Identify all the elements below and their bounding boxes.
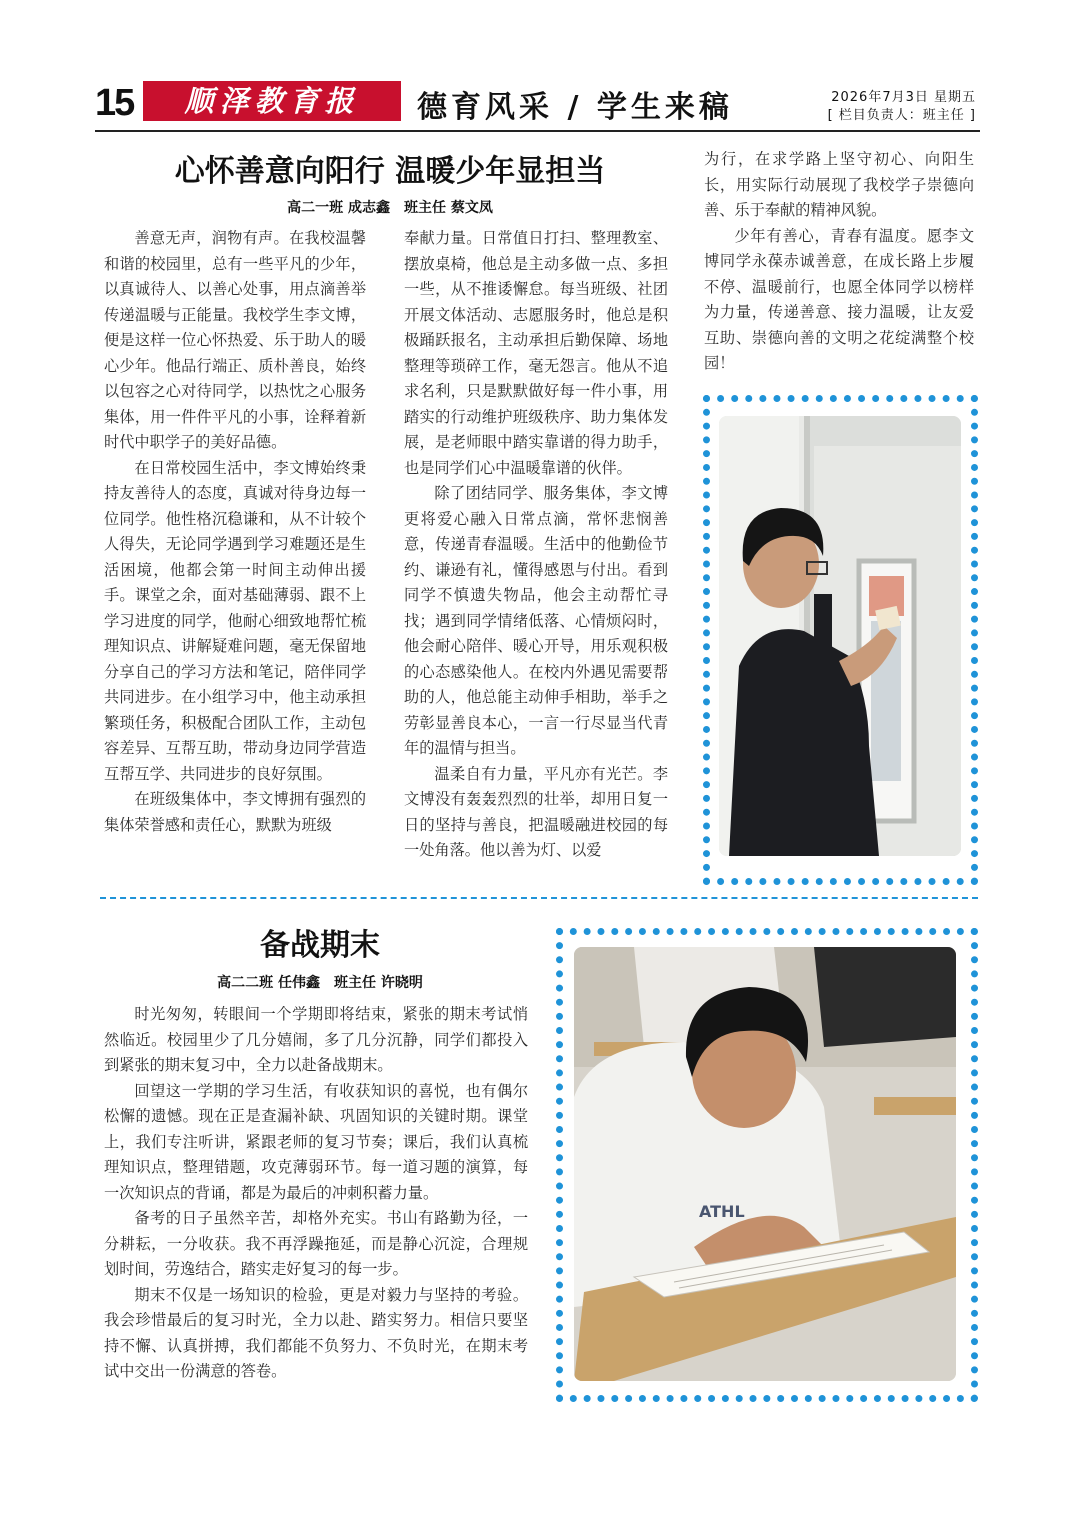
header-rule — [95, 130, 980, 132]
article1-paragraph: 温柔自有力量，平凡亦有光芒。李文博没有轰轰烈烈的壮举，却用日复一日的坚持与善良，把温暖融进校园的每一处角落。他以善为灯、以爱 — [404, 764, 668, 859]
article1-paragraph: 少年有善心，青春有温度。愿李文博同学永葆赤诚善意，在成长路上步履不停、温暖前行，也愿全体同学以榜样为力量，传递善意、接力温暖，让友爱互助、崇德向善的文明之花绽满整个校园！ — [704, 226, 974, 372]
studying-photo-illustration — [574, 947, 956, 1381]
article2-paragraph: 期末不仅是一场知识的检验，更是对毅力与坚持的考验。我会珍惜最后的复习时光，全力以赴、踏实努力。相信只要坚持不懈、认真拼搏，我们都能不负努力、不负时光，在期末考试中交出一份满意的答卷。 — [104, 1285, 528, 1380]
article2-author: 高二二班 任伟鑫 — [217, 975, 320, 991]
article1-paragraph-continued: 奉献力量。日常值日打扫、整理教室、摆放桌椅，他总是主动多做一点、多担一些，从不推诿懈怠。每当班级、社团开展文体活动、志愿服务时，他总是积极踊跃报名，主动承担后勤保障、场地整理等琐碎工作，毫无怨言。他从不追求名利，只是默默做好每一件小事，用踏实的行动维护班级秩序、助力集体发展，是老师眼中踏实靠谱的得力助手，也是同学们心中温暖靠谱的伙伴。 — [404, 229, 668, 477]
article1-title: 心怀善意向阳行 温暖少年显担当 — [174, 154, 606, 189]
article1-paragraph-continued: 为行，在求学路上坚守初心、向阳生长，用实际行动展现了我校学子崇德向善、乐于奉献的精神风貌。 — [704, 150, 974, 219]
article1-author: 高二一班 成志鑫 — [287, 200, 390, 216]
article1-paragraph: 善意无声，润物有声。在我校温馨和谐的校园里，总有一些平凡的少年，以真诚待人、以善心处事，用点滴善举传递温暖与正能量。我校学生李文博，便是这样一位心怀热爱、乐于助人的暖心少年。他品行端正、质朴善良，始终以包容之心对待同学，以热忱之心服务集体，用一件件平凡的小事，诠释着新时代中职学子的美好品德。 — [104, 229, 366, 451]
page-number: 15 — [95, 82, 134, 124]
article2-body — [104, 1002, 528, 1412]
photo-student-studying — [574, 947, 956, 1381]
newspaper-logo: 顺泽教育报 — [143, 81, 401, 121]
article2-teacher: 班主任 许晓明 — [334, 975, 423, 991]
article1-column-1 — [104, 226, 366, 886]
issue-date: 2026年7月3日 星期五 — [831, 90, 976, 105]
cleaning-photo-illustration — [719, 416, 961, 856]
photo-student-cleaning-door — [719, 416, 961, 856]
section-divider — [100, 897, 978, 899]
article2-byline — [100, 972, 540, 992]
article2-title: 备战期末 — [260, 928, 380, 963]
masthead — [95, 80, 980, 132]
article1-column-3 — [704, 147, 974, 377]
article2-paragraph: 备考的日子虽然辛苦，却格外充实。书山有路勤为径，一分耕耘，一分收获。我不再浮躁拖延，而是静心沉淀，合理规划时间，劳逸结合，踏实走好复习的每一步。 — [104, 1209, 528, 1278]
column-editor: [ 栏目负责人：班主任 ] — [827, 108, 976, 123]
article1-column-2 — [404, 226, 668, 886]
section-title: 德育风采 / 学生来稿 — [417, 90, 733, 125]
article1-byline — [100, 197, 680, 217]
article1-paragraph: 在班级集体中，李文博拥有强烈的集体荣誉感和责任心，默默为班级 — [104, 790, 366, 834]
article1-paragraph: 除了团结同学、服务集体，李文博更将爱心融入日常点滴，常怀悲悯善意，传递青春温暖。生活中的他勤俭节约、谦逊有礼，懂得感恩与付出。看到同学不慎遗失物品，他会主动帮忙寻找；遇到同学情绪低落、心情烦闷时，他会耐心陪伴、暖心开导，用乐观积极的心态感染他人。在校内外遇见需要帮助的人，他总能主动伸手相助，举手之劳彰显善良本心，一言一行尽显当代青年的温情与担当。 — [404, 484, 668, 757]
article1-paragraph: 在日常校园生活中，李文博始终秉持友善待人的态度，真诚对待身边每一位同学。他性格沉稳谦和，从不计较个人得失，无论同学遇到学习难题还是生活困境，他都会第一时间主动伸出援手。课堂之余，面对基础薄弱、跟不上学习进度的同学，他耐心细致地帮忙梳理知识点、讲解疑难问题，毫无保留地分享自己的学习方法和笔记，陪伴同学共同进步。在小组学习中，他主动承担繁琐任务，积极配合团队工作，主动包容差异、互帮互助，带动身边同学营造互帮互学、共同进步的良好氛围。 — [104, 458, 366, 783]
article2-paragraph: 回望这一学期的学习生活，有收获知识的喜悦，也有偶尔松懈的遗憾。现在正是查漏补缺、巩固知识的关键时期。课堂上，我们专注听讲，紧跟老师的复习节奏；课后，我们认真梳理知识点，整理错题，攻克薄弱环节。每一道习题的演算，每一次知识点的背诵，都是为最后的冲刺积蓄力量。 — [104, 1081, 528, 1202]
article2-paragraph: 时光匆匆，转眼间一个学期即将结束，紧张的期末考试悄然临近。校园里少了几分嬉闹，多了几分沉静，同学们都投入到紧张的期末复习中，全力以赴备战期末。 — [104, 1005, 528, 1074]
shirt-print-text: ATHL — [699, 1202, 745, 1221]
article1-teacher: 班主任 蔡文凤 — [404, 200, 493, 216]
